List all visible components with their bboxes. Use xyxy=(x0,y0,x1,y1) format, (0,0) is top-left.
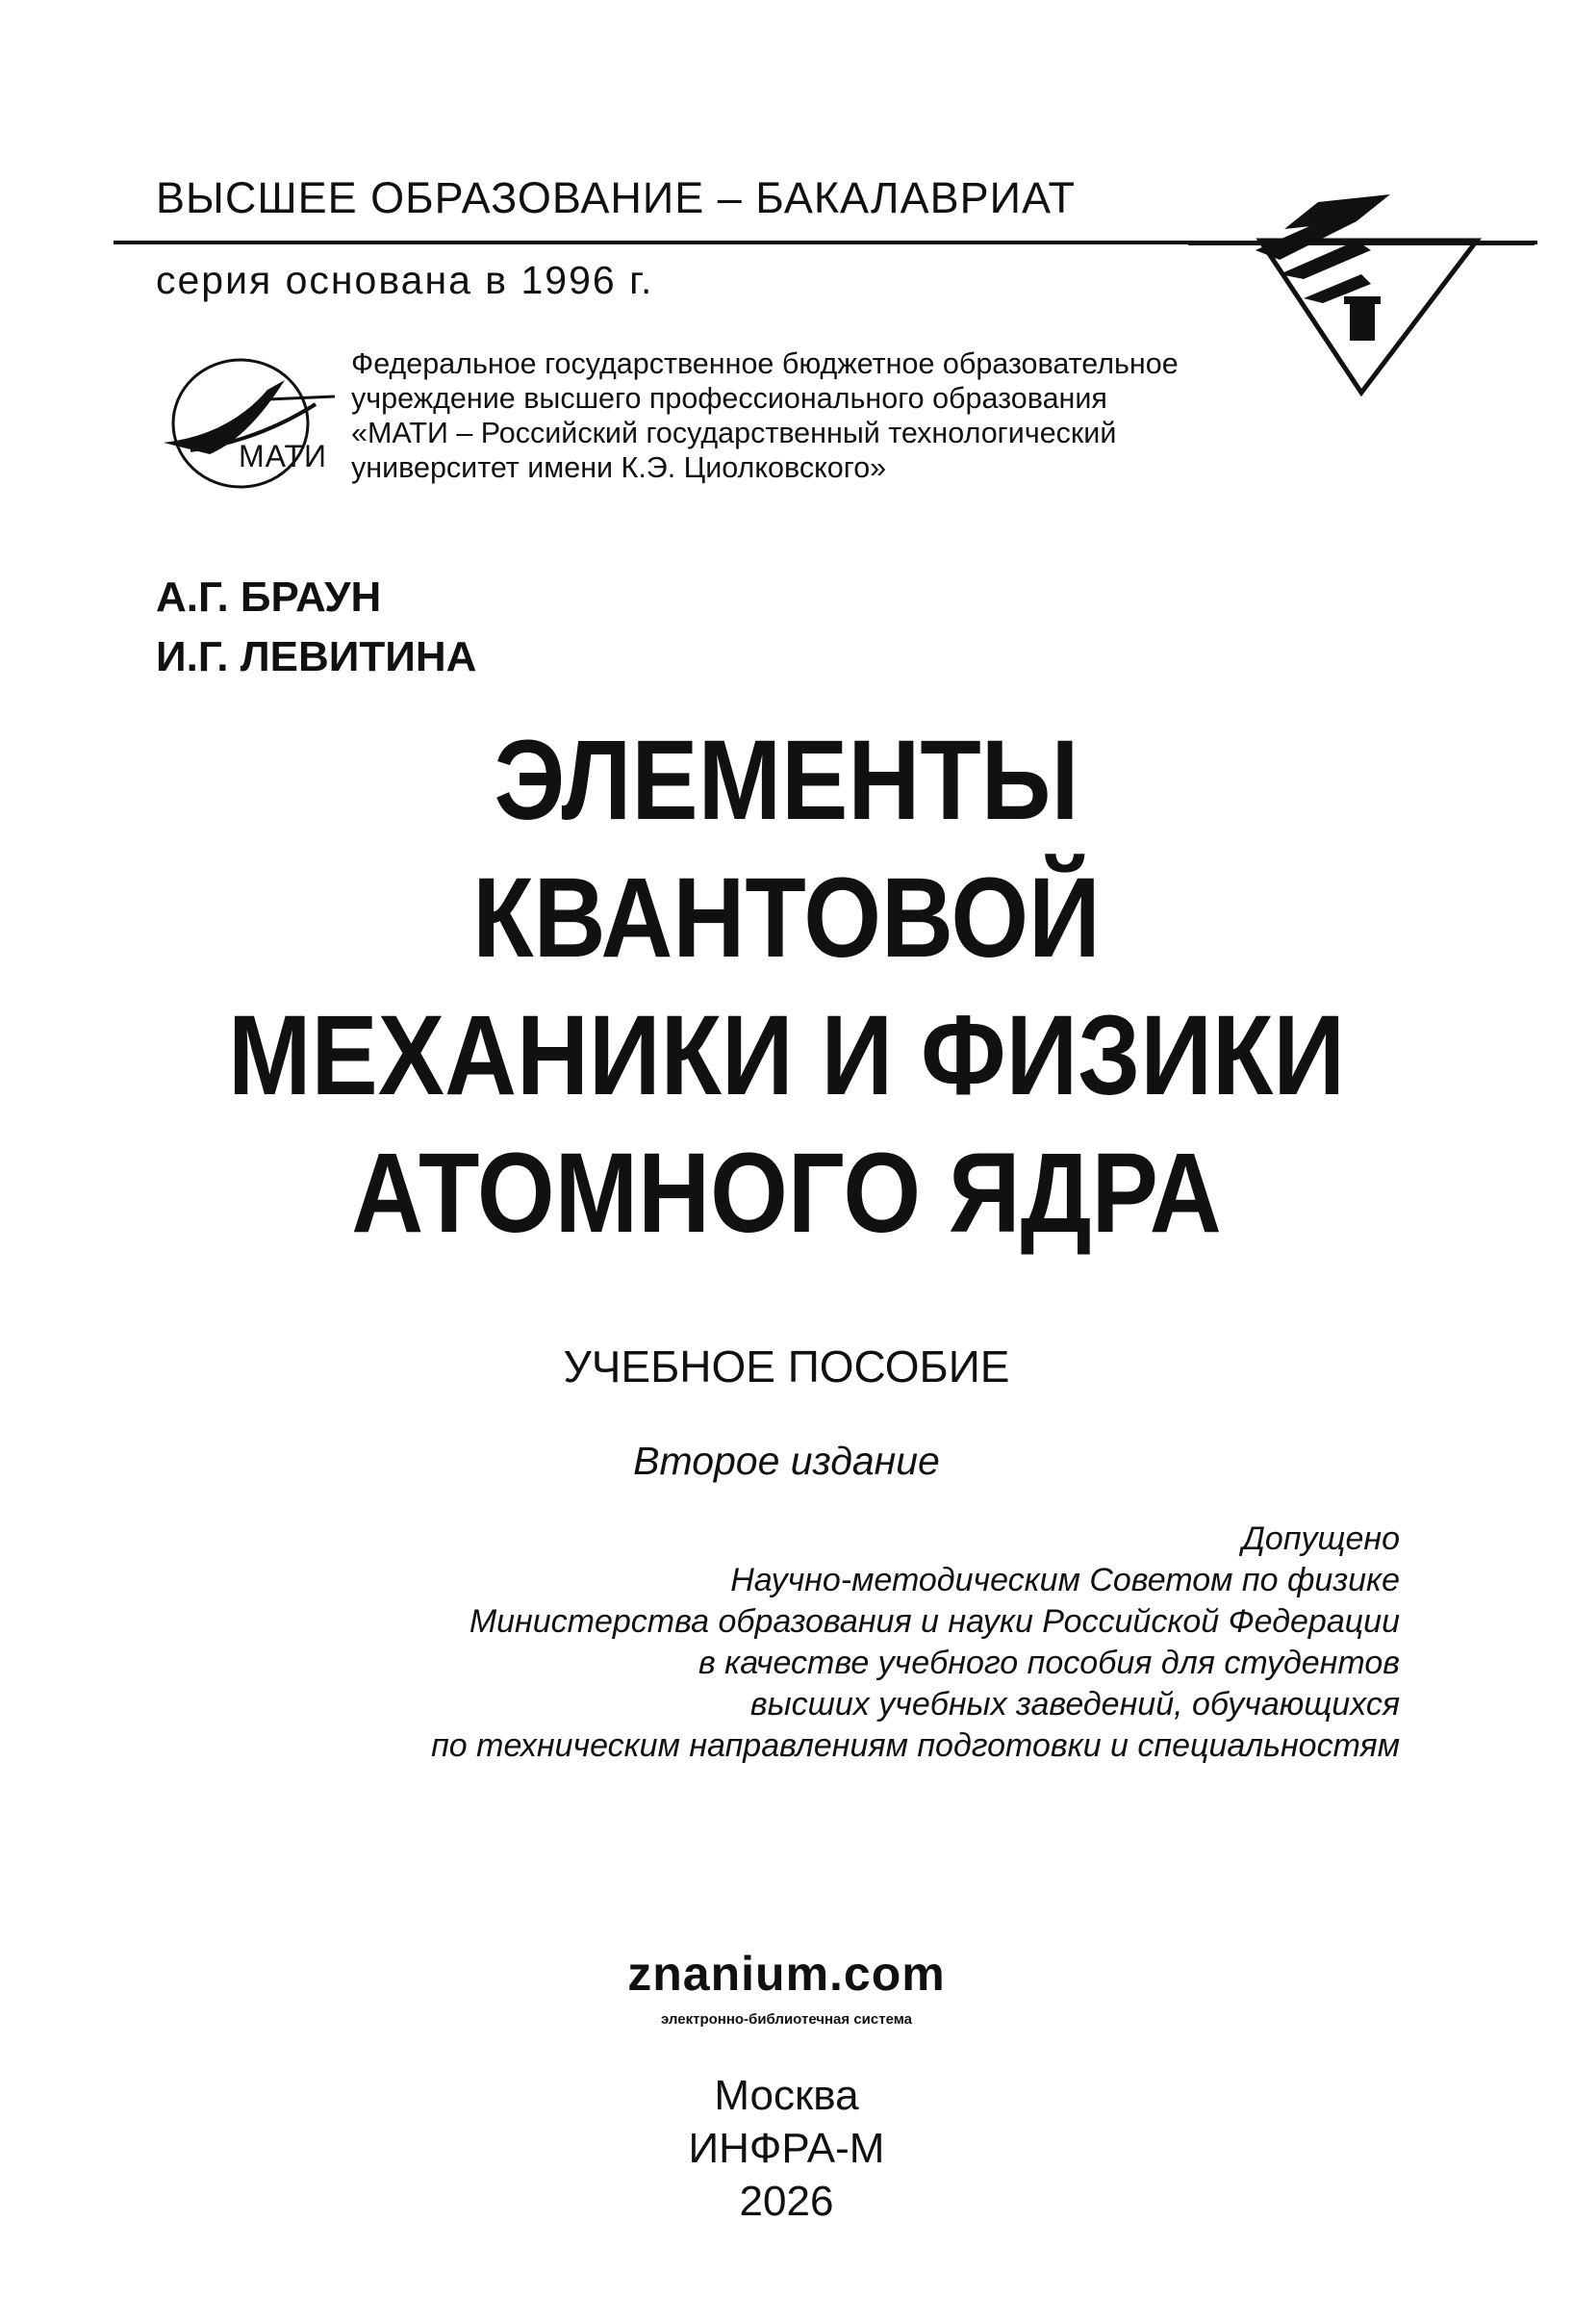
institution-block xyxy=(351,346,1179,485)
authors-block xyxy=(156,568,476,687)
title-line: МЕХАНИКИ И ФИЗИКИ xyxy=(228,992,1345,1119)
approval-line: Министерства образования и науки Российской Федерации xyxy=(469,1603,1400,1640)
title-line: ЭЛЕМЕНТЫ xyxy=(494,717,1079,844)
author-name: И.Г. ЛЕВИТИНА xyxy=(156,633,477,680)
approval-line: Научно-методическим Советом по физике xyxy=(730,1562,1400,1598)
imprint-block xyxy=(0,2069,1573,2228)
imprint-city: Москва xyxy=(714,2072,859,2119)
institution-line: «МАТИ – Российский государственный технологический xyxy=(351,417,1117,449)
institution-line: Федеральное государственное бюджетное образовательное xyxy=(351,347,1179,380)
series-title: ВЫСШЕЕ ОБРАЗОВАНИЕ – БАКАЛАВРИАТ xyxy=(156,173,1076,222)
title-line: АТОМНОГО ЯДРА xyxy=(351,1130,1222,1257)
book-type: УЧЕБНОЕ ПОСОБИЕ xyxy=(563,1341,1010,1392)
title-line: КВАНТОВОЙ xyxy=(472,855,1101,982)
edition-label: Второе издание xyxy=(633,1439,940,1483)
series-founded-text: серия основана в 1996 г. xyxy=(156,258,654,302)
approval-line: по техническим направлениям подготовки и специальностям xyxy=(431,1727,1400,1764)
book-title xyxy=(0,712,1573,1263)
znanium-caption: электронно-библиотечная система xyxy=(661,2011,912,2028)
imprint-year: 2026 xyxy=(739,2178,834,2225)
institution-line: учреждение высшего профессионального образования xyxy=(351,382,1107,415)
author-name: А.Г. БРАУН xyxy=(156,574,382,621)
approval-line: в качестве учебного пособия для студентов xyxy=(698,1645,1400,1681)
mati-logo-text: МАТИ xyxy=(239,439,328,473)
publisher-emblem-icon xyxy=(1188,154,1535,404)
znanium-logo: znanium.com xyxy=(627,1947,946,2001)
imprint-publisher: ИНФРА-М xyxy=(688,2125,885,2172)
approval-line: высших учебных заведений, обучающихся xyxy=(749,1686,1400,1723)
institution-line: университет имени К.Э. Циолковского» xyxy=(351,451,887,484)
approval-statement xyxy=(431,1519,1400,1767)
approval-line: Допущено xyxy=(1241,1520,1400,1557)
